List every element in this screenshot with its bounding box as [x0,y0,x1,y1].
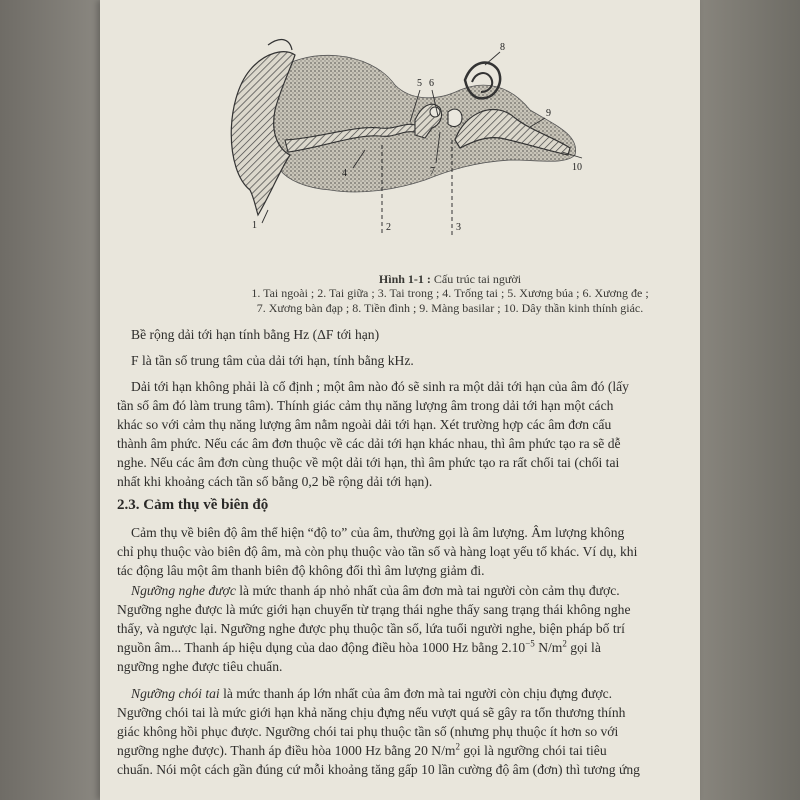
term-threshold-pain: Ngưỡng chói tai [131,686,220,701]
ear-structure-diagram [210,30,590,240]
text-line: nguồn âm... Thanh áp hiệu dụng của dao động điều hòa 1000 Hz bằng $2.10^{-5}$ $N/m^2$ gọi là [117,638,601,655]
text-line: nghe. Nếu các âm đơn cùng thuộc về một dải tới hạn, thì âm phức tạo ra rất chối tai (chối tai [117,455,620,470]
text-line: Dải tới hạn không phải là cố định ; một âm nào đó sẽ sinh ra một dải tới hạn của âm đó (lấy [131,379,629,394]
diagram-label: 4 [342,168,347,179]
diagram-label: 5 [417,78,422,89]
book-page [100,0,700,800]
text-line: tần số âm đó làm trung tâm). Thính giác cảm thụ năng lượng âm trong dải tới hạn một cách [117,398,614,413]
term-threshold-hearing: Ngưỡng nghe được [131,583,236,598]
ossicle-head [430,107,440,117]
figure-caption-line: 1. Tai ngoài ; 2. Tai giữa ; 3. Tai trong ; 4. Trống tai ; 5. Xương búa ; 6. Xương đe ; [251,286,649,300]
background-left [0,0,110,800]
text-line: thành âm phức. Nếu các âm đơn thuộc về các dải tới hạn khác nhau, thì âm phức tạo ra sẽ dễ [117,436,621,451]
diagram-label: 6 [429,78,434,89]
text-line: ngưỡng nghe được tiêu chuẩn. [117,659,283,674]
text-line: nhất khi khoảng cách tần số bằng 0,2 bề rộng dải tới hạn). [117,474,433,489]
text-line: ngưỡng nghe được). Thanh áp điều hòa 1000 Hz bằng 20 $N/m^2$ gọi là ngưỡng chói tai tiêu [117,741,607,758]
text-line: Bề rộng dải tới hạn tính bằng Hz (ΔF tới hạn) [131,327,380,342]
text-line: chỉ phụ thuộc vào biên độ âm, mà còn phụ thuộc vào tần số và hàng loạt yếu tố khác. Ví dụ, khi [117,544,638,559]
text-line: F là tần số trung tâm của dải tới hạn, tính bằng kHz. [131,353,414,368]
diagram-label: 2 [386,222,391,233]
text-line: thấy, và ngược lại. Ngưỡng nghe được phụ thuộc tần số, lứa tuổi người nghe, biện pháp bố trí [117,621,625,636]
text-line: Ngưỡng nghe được là mức thanh áp nhỏ nhất của âm đơn mà tai người còn cảm thụ được. [131,583,620,598]
text-line: chuẩn. Nói một cách gần đúng cứ mỗi khoảng tăng gấp 10 lần cường độ âm (đơn) thì tương ứng [117,762,640,777]
text-line: Ngưỡng chói tai là mức thanh áp lớn nhất của âm đơn mà tai người còn chịu đựng được. [131,686,612,701]
diagram-label: 10 [572,162,582,173]
figure-caption-title: Hình 1-1 : Cấu trúc tai người [378,272,522,286]
outer-ear-rim [268,40,292,50]
figure-caption-line: 7. Xương bàn đạp ; 8. Tiền đình ; 9. Màng basilar ; 10. Dây thần kinh thính giác. [256,301,644,315]
diagram-label: 3 [456,222,461,233]
text-line: giác không hồi phục được. Ngưỡng chói tai phụ thuộc tần số (nhưng phụ thuộc ít hơn so với [117,724,619,739]
diagram-label: 7 [430,166,435,177]
diagram-label: 9 [546,108,551,119]
diagram-label: 1 [252,220,257,231]
text-line: Ngưỡng nghe được là mức giới hạn chuyển từ trạng thái nghe thấy sang trạng thái không nghe [117,602,631,617]
section-heading: 2.3. Cảm thụ về biên độ [117,497,269,513]
text-line: tác động lâu một âm thanh biên độ không đổi thì âm lượng giảm đi. [117,563,485,578]
background-right [690,0,800,800]
oval-window [448,109,462,126]
text-line: Ngưỡng chói tai là mức giới hạn khả năng chịu đựng nếu vượt quá sẽ gây ra tổn thương thính [117,705,626,720]
text-line: Cảm thụ về biên độ âm thể hiện “độ to” của âm, thường gọi là âm lượng. Âm lượng không [131,525,625,540]
diagram-label: 8 [500,42,505,53]
text-line: khác so với cảm thụ năng lượng âm nằm ngoài dải tới hạn. Xét trường hợp các âm đơn cấu [117,417,612,432]
